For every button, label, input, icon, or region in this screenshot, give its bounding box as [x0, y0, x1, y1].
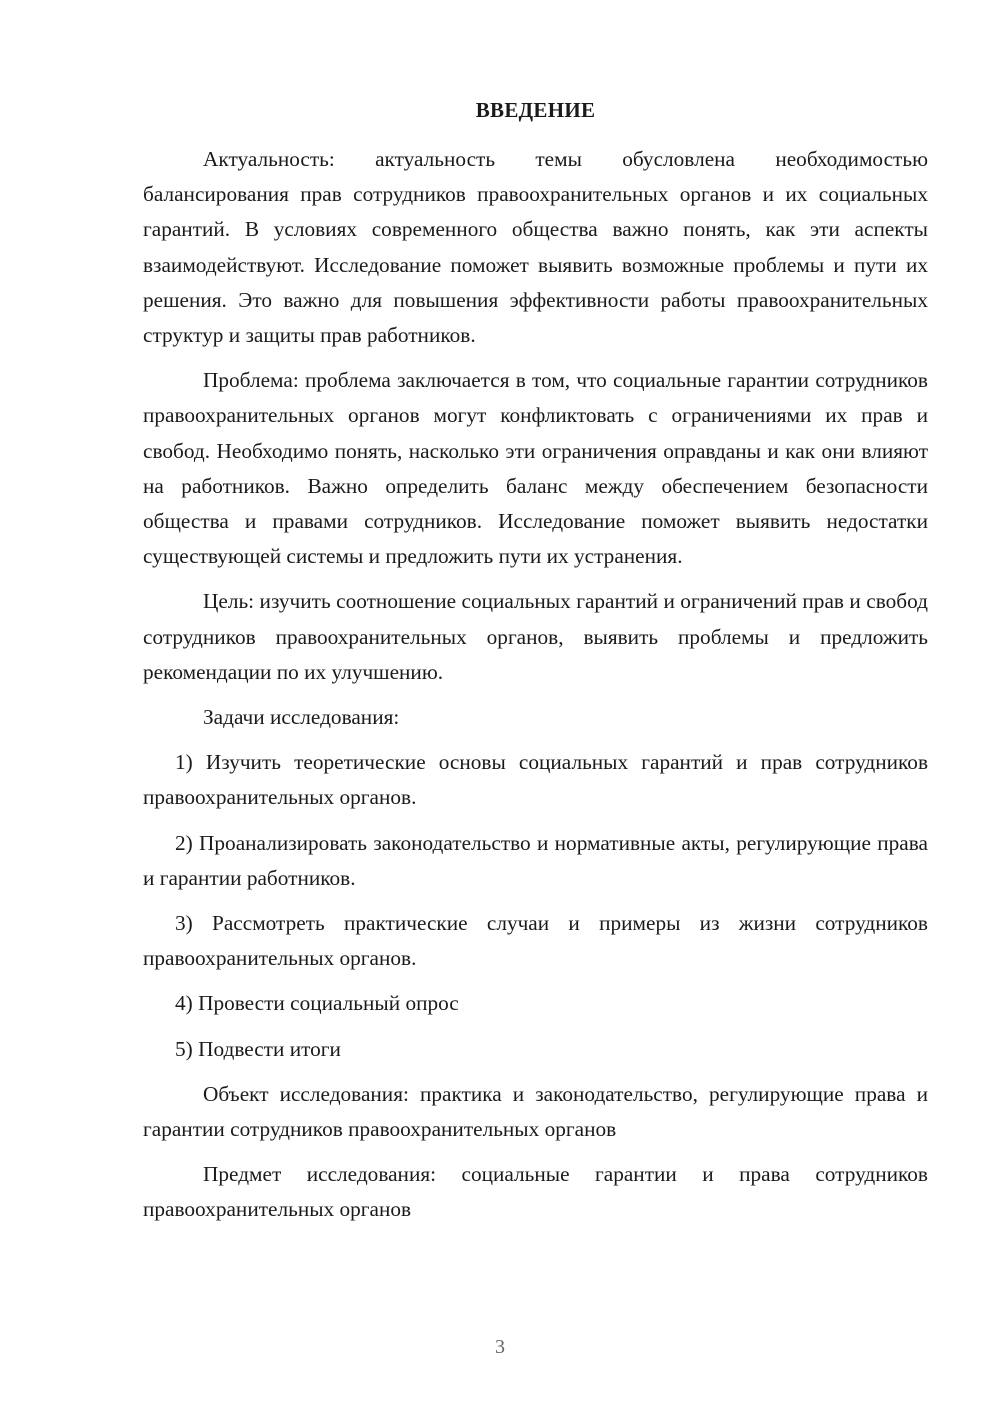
page-title: ВВЕДЕНИЕ [475, 98, 596, 122]
task-item-4: 4) Провести социальный опрос [175, 991, 459, 1016]
paragraph-problem: Проблема: проблема заключается в том, что социальные гарантии сотрудников правоохранительных органов могут конфликтовать с ограничениями их прав и свобод. Необходимо понять, насколько эти ограничения оправданы и как они влияют на работников. Важно определить баланс между обеспечением безопасности общества и правами сотрудников. Исследование поможет выявить недостатки существующей системы и предложить пути их устранения. [143, 368, 928, 569]
document-body [143, 142, 928, 1238]
task-item-2: 2) Проанализировать законодательство и нормативные акты, регулирующие права и гарантии работников. [143, 830, 928, 890]
paragraph-object: Объект исследования: практика и законодательство, регулирующие права и гарантии сотрудников правоохранительных органов [143, 1081, 928, 1142]
paragraph-tasks-heading: Задачи исследования: [203, 705, 400, 730]
task-item-3: 3) Рассмотреть практические случаи и примеры из жизни сотрудников правоохранительных органов. [143, 911, 928, 971]
paragraph-subject: Предмет исследования: социальные гарантии и права сотрудников правоохранительных органов [143, 1162, 928, 1222]
task-item-5: 5) Подвести итоги [175, 1036, 341, 1061]
paragraph-goal: Цель: изучить соотношение социальных гарантий и ограничений прав и свобод сотрудников правоохранительных органов, выявить проблемы и предложить рекомендации по их улучшению. [143, 589, 928, 684]
page-number: 3 [495, 1336, 505, 1358]
task-item-1: 1) Изучить теоретические основы социальных гарантий и прав сотрудников правоохранительных органов. [143, 750, 928, 810]
paragraph-relevance: Актуальность: актуальность темы обусловлена необходимостью балансирования прав сотрудников правоохранительных органов и их социальных гарантий. В условиях современного общества важно понять, как эти аспекты взаимодействуют. Исследование поможет выявить возможные проблемы и пути их решения. Это важно для повышения эффективности работы правоохранительных структур и защиты прав работников. [143, 147, 928, 348]
